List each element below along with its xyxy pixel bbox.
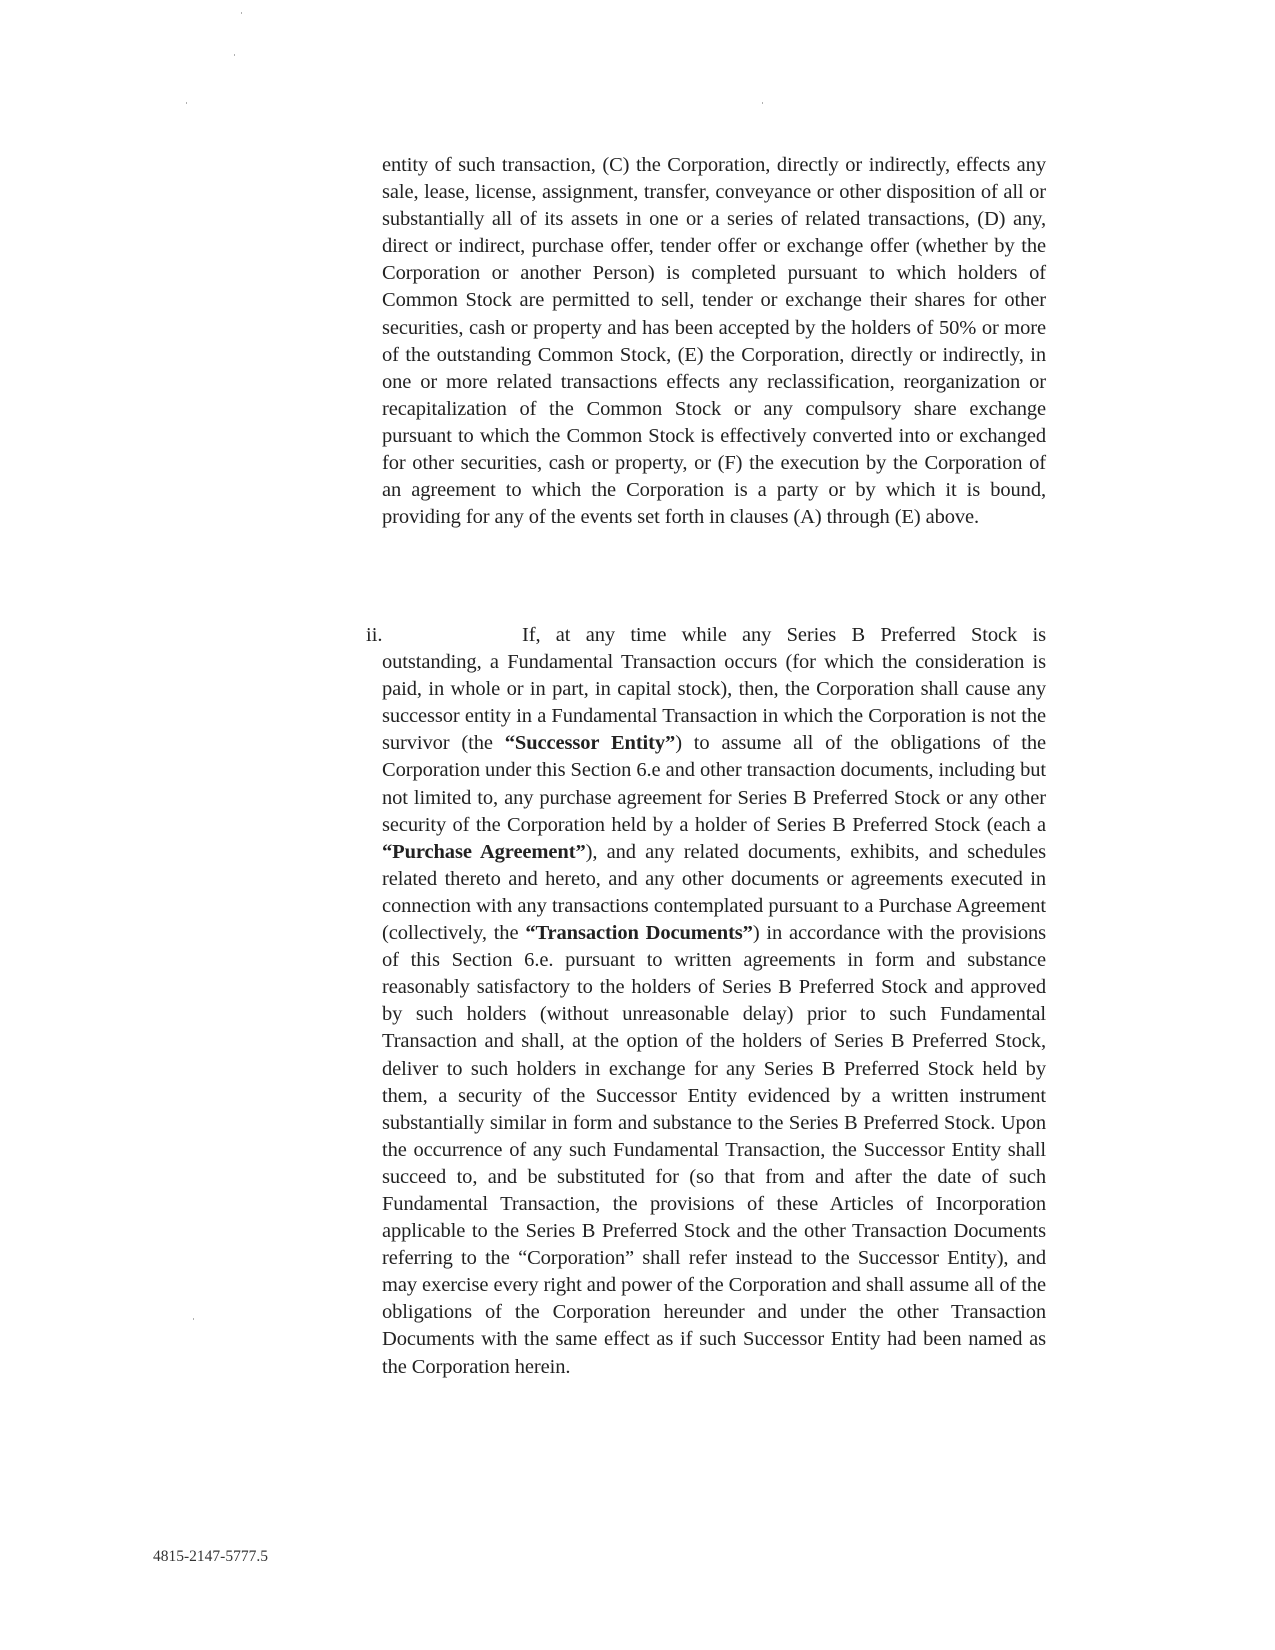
section-text: If, at any time while any Series B Preferred Stock is outstanding, a Fundamental Transaction occurs (for which the consideration is paid, in whole or in part, in capital stock), then, the Corporation shall cause any successor entity in a Fundamental Transaction in which the Corporation is not the survivor (the <box>382 624 1046 755</box>
scan-speck <box>241 12 242 14</box>
scan-speck <box>193 1318 194 1320</box>
scan-speck <box>186 102 187 104</box>
section-text: ) to assume all of the obligations of the Corporation under this Section 6.e and other transaction documents, including but not limited to, any purchase agreement for Series B Preferred Stock or any other security of the Corporation held by a holder of Series B Preferred Stock (each a <box>382 732 1046 836</box>
document-id-footer: 4815-2147-5777.5 <box>153 1548 268 1565</box>
defined-term-successor-entity: “Successor Entity” <box>504 732 676 755</box>
scan-speck <box>762 102 763 104</box>
section-text: ) in accordance with the provisions of this Section 6.e. pursuant to written agreements in form and substance reasonably satisfactory to the holders of Series B Preferred Stock and approved by such holders (without unreasonable delay) prior to such Fundamental Transaction and shall, at the option of the holders of Series B Preferred Stock, deliver to such holders in exchange for any Series B Preferred Stock held by them, a security of the Successor Entity evidenced by a written instrument substantially similar in form and substance to the Series B Preferred Stock. Upon the occurrence of any such Fundamental Transaction, the Successor Entity shall succeed to, and be substituted for (so that from and after the date of such Fundamental Transaction, the provisions of these Articles of Incorporation applicable to the Series B Preferred Stock and the other Transaction Documents referring to the “Corporation” shall refer instead to the Successor Entity), and may exercise every right and power of the Corporation and shall assume all of the obligations of the Corporation hereunder and under the other Transaction Documents with the same effect as if such Successor Entity had been named as the Corporation herein. <box>382 922 1047 1378</box>
section-ii-paragraph <box>382 622 1046 1381</box>
paragraph-continuation: entity of such transaction, (C) the Corporation, directly or indirectly, effects any sale, lease, license, assignment, transfer, conveyance or other disposition of all or substantially all of its assets in one or a series of related transactions, (D) any, direct or indirect, purchase offer, tender offer or exchange offer (whether by the Corporation or another Person) is completed pursuant to which holders of Common Stock are permitted to sell, tender or exchange their shares for other securities, cash or property and has been accepted by the holders of 50% or more of the outstanding Common Stock, (E) the Corporation, directly or indirectly, in one or more related transactions effects any reclassification, reorganization or recapitalization of the Common Stock or any compulsory share exchange pursuant to which the Common Stock is effectively converted into or exchanged for other securities, cash or property, or (F) the execution by the Corporation of an agreement to which the Corporation is a party or by which it is bound, providing for any of the events set forth in clauses (A) through (E) above. <box>382 154 1046 529</box>
section-text: ), and any related documents, exhibits, and schedules related thereto and hereto, and any other documents or agreements executed in connection with any transactions contemplated pursuant to a Purchase Agreement (collectively, the <box>382 840 1046 945</box>
section-number: ii. <box>366 624 383 646</box>
defined-term-transaction-documents: “Transaction Documents” <box>525 922 753 945</box>
scan-speck <box>234 54 235 56</box>
defined-term-purchase-agreement: “Purchase Agreement” <box>382 840 586 863</box>
